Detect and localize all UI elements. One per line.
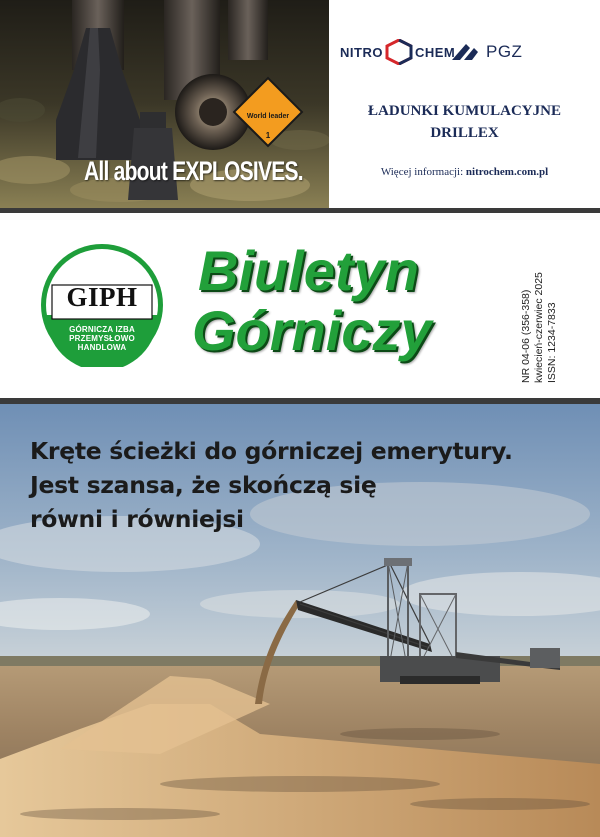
pgz-logo bbox=[450, 40, 522, 64]
giph-full-name bbox=[52, 325, 152, 352]
world-leader-badge-number: 1 bbox=[265, 131, 271, 140]
magazine-title-line-1: Biuletyn bbox=[198, 239, 419, 302]
issue-period: kwiecień-czerwiec 2025 bbox=[533, 272, 545, 383]
pgz-mark-icon bbox=[450, 42, 480, 62]
ad-more-info bbox=[329, 166, 600, 178]
nitrochem-logo bbox=[340, 40, 455, 64]
ad-info-label: Więcej informacji: bbox=[380, 166, 464, 178]
ad-slogan: All about EXPLOSIVES. bbox=[84, 156, 303, 186]
explosives-product-photo bbox=[0, 0, 329, 208]
sponsor-logos bbox=[340, 36, 590, 68]
ad-info-link[interactable]: nitrochem.com.pl bbox=[465, 166, 549, 178]
nitrochem-hexagon-icon bbox=[385, 39, 413, 65]
cover-headline-line-1: Kręte ścieżki do górniczej emerytury. bbox=[30, 437, 513, 465]
giph-name-line-3: HANDLOWA bbox=[77, 343, 127, 352]
ad-heading-line-1: ŁADUNKI KUMULACYJNE bbox=[368, 103, 561, 119]
issue-number: NR 04-06 (356-358) bbox=[520, 289, 532, 383]
masthead bbox=[0, 213, 600, 398]
cover-headline-line-2: Jest szansa, że skończą się bbox=[30, 471, 377, 499]
ad-heading bbox=[329, 100, 600, 144]
nitrochem-logo-right: CHEM bbox=[414, 44, 456, 60]
pgz-logo-text: PGZ bbox=[486, 42, 523, 61]
issn: ISSN: 1234-7833 bbox=[546, 302, 558, 383]
world-leader-badge-text: World leader bbox=[246, 113, 290, 120]
nitrochem-logo-left: NITRO bbox=[340, 44, 383, 60]
magazine-title-line-2: Górniczy bbox=[192, 299, 432, 362]
ad-heading-line-2: DRILLEX bbox=[430, 125, 499, 141]
cover-photo bbox=[0, 404, 600, 837]
cover-headline-line-3: równi i równiejsi bbox=[30, 505, 244, 533]
advertisement-banner bbox=[0, 0, 600, 208]
giph-name-line-2: PRZEMYSŁOWO bbox=[69, 334, 135, 343]
cover-headline bbox=[30, 434, 590, 536]
giph-name-line-1: GÓRNICZA IZBA bbox=[69, 325, 135, 334]
issue-metadata bbox=[520, 238, 564, 383]
magazine-title bbox=[190, 241, 500, 361]
giph-abbreviation: GIPH bbox=[66, 282, 138, 312]
